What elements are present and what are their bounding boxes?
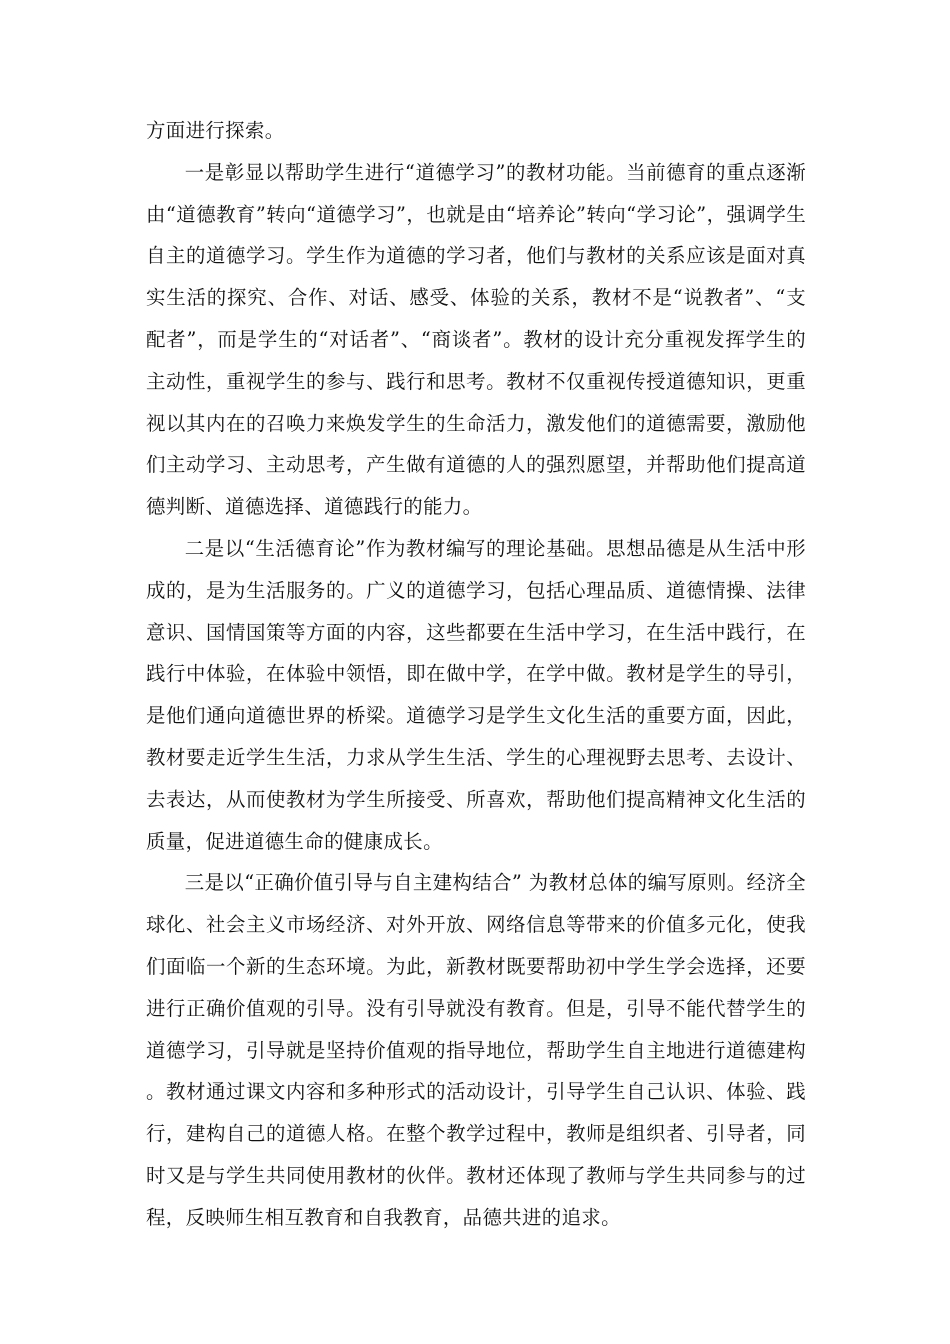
paragraph-life-moral-education: 二是以“生活德育论”作为教材编写的理论基础。思想品德是从生活中形成的，是为生活服务的。广义的道德学习，包括心理品质、道德情操、法律意识、国情国策等方面的内容，这些都要在生活中学习，在生活中践行，在践行中体验，在体验中领悟，即在做中学，在学中做。教材是学生的导引，是他们通向道德世界的桥梁。道德学习是学生文化生活的重要方面，因此，教材要走近学生生活，力求从学生生活、学生的心理视野去思考、去设计、去表达，从而使教材为学生所接受、所喜欢，帮助他们提高精神文化生活的质量，促进道德生命的健康成长。 [146, 536, 806, 853]
paragraph-moral-learning: 一是彰显以帮助学生进行“道德学习”的教材功能。当前德育的重点逐渐由“道德教育”转向“道德学习”，也就是由“培养论”转向“学习论”，强调学生自主的道德学习。学生作为道德的学习者，他们与教材的关系应该是面对真实生活的探究、合作、对话、感受、体验的关系，教材不是“说教者”、“支配者”，而是学生的“对话者”、“商谈者”。教材的设计充分重视发挥学生的主动性，重视学生的参与、践行和思考。教材不仅重视传授道德知识，更重视以其内在的召唤力来焕发学生的生命活力，激发他们的道德需要，激励他们主动学习、主动思考，产生做有道德的人的强烈愿望，并帮助他们提高道德判断、道德选择、道德践行的能力。 [146, 160, 806, 519]
body-text [146, 110, 806, 1239]
paragraph-value-guidance: 三是以“正确价值引导与自主建构结合” 为教材总体的编写原则。经济全球化、社会主义市场经济、对外开放、网络信息等带来的价值多元化，使我们面临一个新的生态环境。为此，新教材既要帮助初中学生学会选择，还要进行正确价值观的引导。没有引导就没有教育。但是，引导不能代替学生的道德学习，引导就是坚持价值观的指导地位，帮助学生自主地进行道德建构。教材通过课文内容和多种形式的活动设计，引导学生自己认识、体验、践行，建构自己的道德人格。在整个教学过程中，教师是组织者、引导者，同时又是与学生共同使用教材的伙伴。教材还体现了教师与学生共同参与的过程，反映师生相互教育和自我教育，品德共进的追求。 [146, 871, 806, 1229]
paragraph-continuation: 方面进行探索。 [146, 119, 285, 142]
